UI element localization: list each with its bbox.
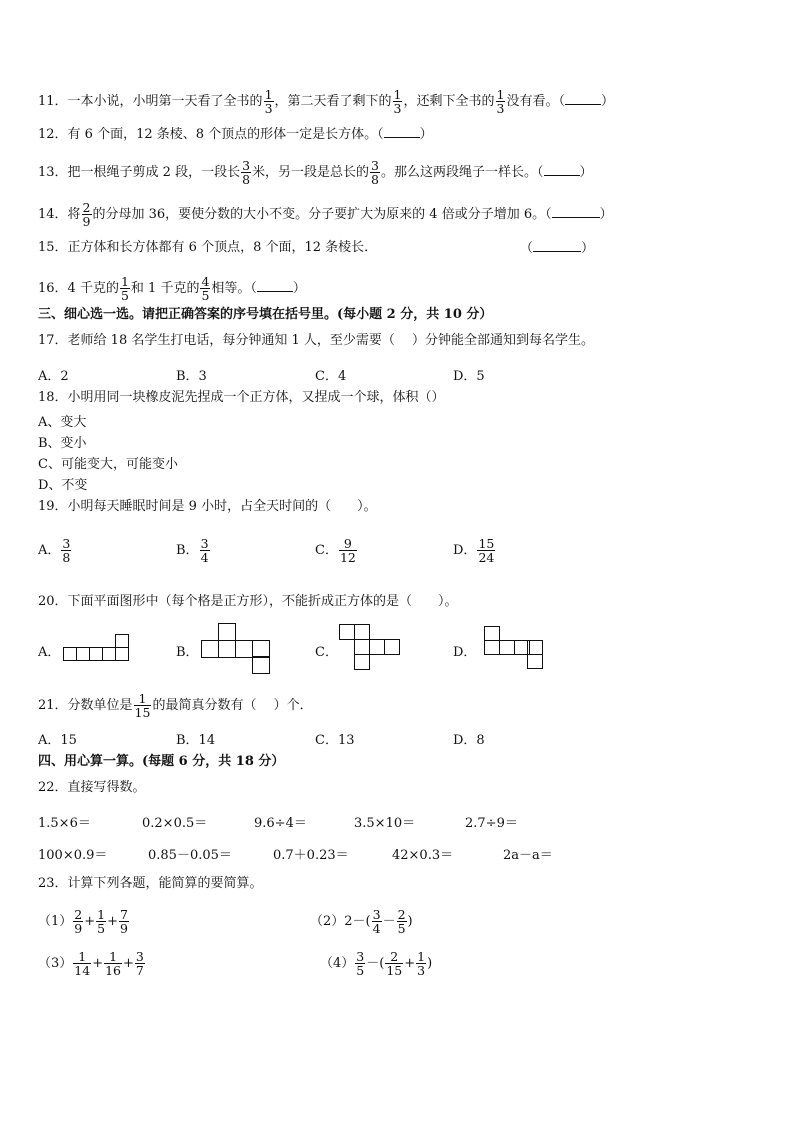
- question-19: 19．小明每天睡眠时间是 9 小时，占全天时间的（ ）。: [38, 499, 377, 514]
- fraction: $\frac{2}{9}$: [82, 200, 91, 229]
- q17-option-a[interactable]: A．2: [38, 369, 69, 384]
- section-4-heading: 四、用心算一算。(每题 6 分，共 18 分）: [38, 754, 285, 769]
- mental-math-item: 100×0.9＝: [38, 848, 108, 863]
- q20-net-b[interactable]: [201, 623, 273, 673]
- grid-square: [527, 654, 543, 669]
- question-15-answer: （ ）: [520, 241, 595, 256]
- question-21: 21．分数单位是 $\frac{1}{15}$ 的最简真分数有（ ）个．: [38, 691, 313, 720]
- q23-part-4: （4） $\frac{3}{5}$ －( $\frac{2}{15}$ + $\frac{1}{3}$ ): [320, 949, 433, 978]
- q20-label-d[interactable]: D．: [453, 645, 477, 660]
- section-3-heading: 三、细心选一选。请把正确答案的序号填在括号里。(每小题 2 分，共 10 分）: [38, 307, 493, 322]
- grid-square: [354, 654, 370, 670]
- question-11: 11．一本小说，小明第一天看了全书的 $\frac{1}{3}$ ，第二天看了剩下的 $\frac{1}{3}$ ，还剩下全书的 $\frac{1}{3}$ 没有看。（ ）: [38, 87, 614, 116]
- answer-blank[interactable]: [565, 93, 601, 105]
- fraction: $\frac{1}{16}$: [105, 949, 121, 978]
- fraction: $\frac{3}{4}$: [200, 536, 209, 565]
- question-13: 13．把一根绳子剪成 2 段，一段长 $\frac{3}{8}$ 米，另一段是总长的 $\frac{3}{8}$ 。那么这两段绳子一样长。（ ）: [38, 158, 593, 187]
- grid-square: [369, 639, 385, 655]
- fraction: $\frac{2}{15}$: [386, 949, 403, 978]
- grid-square: [63, 647, 77, 661]
- fraction: $\frac{1}{5}$: [97, 907, 106, 936]
- fraction: $\frac{1}{3}$: [417, 949, 426, 978]
- grid-square: [354, 624, 370, 640]
- q21-option-c[interactable]: C．13: [315, 733, 355, 748]
- mental-math-item: 0.2×0.5＝: [142, 816, 208, 831]
- grid-square: [76, 647, 90, 661]
- fraction: $\frac{1}{3}$: [264, 87, 273, 116]
- q20-net-c[interactable]: [339, 624, 403, 670]
- q19-option-b[interactable]: B． $\frac{3}{4}$: [176, 536, 209, 565]
- q18-option-d[interactable]: D、不变: [38, 478, 88, 493]
- question-14: 14．将 $\frac{2}{9}$ 的分母加 36，要使分数的大小不变。分子要扩大为原来的 4 倍或分子增加 6。（ ）: [38, 200, 613, 229]
- q23-part-1: （1） $\frac{2}{9}$ + $\frac{1}{5}$ + $\frac{7}{9}$: [38, 907, 128, 936]
- mental-math-item: 3.5×10＝: [354, 816, 416, 831]
- grid-square: [115, 647, 129, 661]
- q20-label-a[interactable]: A．: [38, 645, 61, 660]
- q20-label-c[interactable]: C．: [315, 645, 338, 660]
- fraction: $\frac{3}{5}$: [356, 949, 365, 978]
- q18-option-a[interactable]: A、变大: [38, 415, 87, 430]
- fraction: $\frac{3}{7}$: [135, 949, 144, 978]
- q20-label-b[interactable]: B．: [176, 645, 199, 660]
- mental-math-item: 2.7÷9＝: [465, 816, 518, 831]
- fraction: $\frac{7}{9}$: [120, 907, 128, 936]
- grid-square: [235, 640, 253, 658]
- q18-option-c[interactable]: C、可能变大，可能变小: [38, 457, 178, 472]
- question-16: 16．4 千克的 $\frac{1}{5}$ 和 1 千克的 $\frac{4}{5}$ 相等。（ ）: [38, 274, 306, 303]
- q21-option-a[interactable]: A．15: [38, 733, 77, 748]
- mental-math-item: 0.85－0.05＝: [148, 848, 232, 863]
- grid-square: [218, 640, 236, 658]
- q17-option-b[interactable]: B．3: [176, 369, 207, 384]
- grid-square: [484, 626, 500, 641]
- q17-option-d[interactable]: D．5: [453, 369, 485, 384]
- q20-net-d[interactable]: [484, 626, 548, 670]
- answer-blank[interactable]: [257, 280, 293, 292]
- fraction: $\frac{1}{15}$: [134, 691, 151, 720]
- grid-square: [102, 647, 116, 661]
- answer-blank[interactable]: [552, 206, 600, 218]
- mental-math-item: 9.6÷4＝: [254, 816, 307, 831]
- question-23: 23．计算下列各题，能简算的要简算。: [38, 876, 263, 891]
- grid-square: [89, 647, 103, 661]
- grid-square: [384, 639, 400, 655]
- answer-blank[interactable]: [544, 164, 580, 176]
- q20-net-a[interactable]: [63, 634, 135, 662]
- grid-square: [201, 640, 219, 658]
- q19-option-c[interactable]: C． $\frac{9}{12}$: [315, 536, 356, 565]
- mental-math-item: 2a－a＝: [503, 848, 553, 863]
- q19-option-d[interactable]: D． $\frac{15}{24}$: [453, 536, 495, 565]
- q21-option-d[interactable]: D．8: [453, 733, 485, 748]
- fraction: $\frac{15}{24}$: [478, 536, 495, 565]
- q23-part-3: （3） $\frac{1}{14}$ + $\frac{1}{16}$ + $\frac{3}{7}$: [38, 949, 144, 978]
- fraction: $\frac{1}{5}$: [120, 274, 129, 303]
- question-18: 18．小明用同一块橡皮泥先捏成一个正方体，又捏成一个球，体积（）: [38, 390, 445, 405]
- q21-option-b[interactable]: B．14: [176, 733, 216, 748]
- fraction: $\frac{3}{4}$: [372, 907, 381, 936]
- q19-option-a[interactable]: A． $\frac{3}{8}$: [38, 536, 71, 565]
- grid-square: [115, 634, 129, 648]
- fraction: $\frac{1}{3}$: [496, 87, 505, 116]
- fraction: $\frac{1}{14}$: [74, 949, 91, 978]
- fraction: $\frac{3}{8}$: [242, 158, 251, 187]
- mental-math-item: 1.5×6＝: [38, 816, 91, 831]
- fraction: $\frac{2}{5}$: [397, 907, 406, 936]
- question-22: 22．直接写得数。: [38, 780, 146, 795]
- fraction: $\frac{2}{9}$: [74, 907, 83, 936]
- grid-square: [499, 640, 515, 655]
- fraction: $\frac{1}{3}$: [393, 87, 402, 116]
- grid-square: [527, 640, 543, 655]
- answer-blank[interactable]: [384, 126, 420, 138]
- mental-math-item: 42×0.3＝: [392, 848, 454, 863]
- question-15: 15．正方体和长方体都有 6 个顶点，8 个面，12 条棱长．: [38, 240, 378, 255]
- grid-square: [484, 640, 500, 655]
- question-12: 12．有 6 个面，12 条棱、8 个顶点的形体一定是长方体。（ ）: [38, 127, 433, 142]
- grid-square: [218, 623, 236, 641]
- grid-square: [354, 639, 370, 655]
- question-20: 20．下面平面图形中（每个格是正方形），不能折成正方体的是（ ）。: [38, 594, 458, 609]
- question-17: 17．老师给 18 名学生打电话，每分钟通知 1 人，至少需要（ ）分钟能全部通知到每名学生。: [38, 333, 595, 348]
- grid-square: [339, 624, 355, 640]
- grid-square: [252, 656, 270, 674]
- q18-option-b[interactable]: B、变小: [38, 436, 87, 451]
- fraction: $\frac{4}{5}$: [201, 274, 210, 303]
- mental-math-item: 0.7＋0.23＝: [273, 848, 349, 863]
- fraction: $\frac{9}{12}$: [339, 536, 356, 565]
- fraction: $\frac{3}{8}$: [371, 158, 379, 187]
- q23-part-2: （2）2－( $\frac{3}{4}$ － $\frac{2}{5}$ ): [310, 907, 413, 936]
- answer-blank[interactable]: [533, 240, 581, 252]
- q17-option-c[interactable]: C．4: [315, 369, 347, 384]
- fraction: $\frac{3}{8}$: [62, 536, 71, 565]
